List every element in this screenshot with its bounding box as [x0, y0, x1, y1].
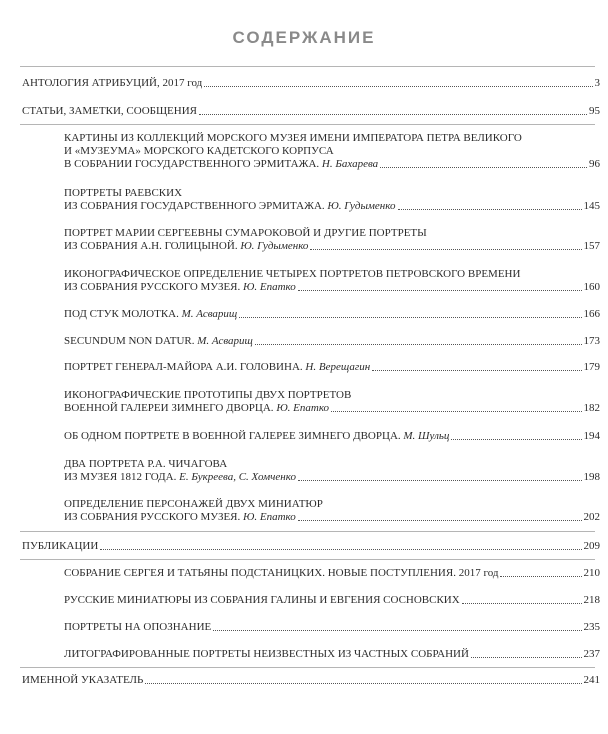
page-number: 95 [589, 105, 600, 117]
entry-author: М. Асварищ [197, 335, 253, 347]
entry-title-line: ИЗ МУЗЕЯ 1812 ГОДА. [64, 471, 177, 483]
page-number: 218 [583, 594, 600, 606]
dot-leader [255, 344, 582, 345]
entry-title-line: ИКОНОГРАФИЧЕСКИЕ ПРОТОТИПЫ ДВУХ ПОРТРЕТОВ [64, 389, 352, 401]
page-number: 173 [583, 335, 600, 347]
entry-author: Ю. Епатко [243, 281, 296, 293]
page-number: 241 [583, 674, 600, 686]
entry-title-line: ИЗ СОБРАНИЯ А.Н. ГОЛИЦЫНОЙ. [64, 240, 238, 252]
divider [20, 531, 595, 532]
page-number: 209 [583, 540, 600, 552]
entry-author: Е. Букреева, С. Хомченко [179, 471, 296, 483]
entry-title-line: SECUNDUM NON DATUR. [64, 335, 195, 347]
page-number: 182 [583, 402, 600, 414]
page-title: СОДЕРЖАНИЕ [232, 28, 376, 47]
entry-title-line: ИМЕННОЙ УКАЗАТЕЛЬ [22, 674, 144, 686]
dot-leader [298, 290, 582, 291]
page-number: 160 [583, 281, 600, 293]
entry-title-line: СОБРАНИЕ СЕРГЕЯ И ТАТЬЯНЫ ПОДСТАНИЦКИХ. НОВЫЕ ПОСТУПЛЕНИЯ. 2017 год [64, 567, 499, 579]
entry-title-line: ПОРТРЕТЫ РАЕВСКИХ [64, 187, 183, 199]
dot-leader [239, 317, 581, 318]
entry-title-line: И «МУЗЕУМА» МОРСКОГО КАДЕТСКОГО КОРПУСА [64, 145, 334, 157]
dot-leader [380, 167, 587, 168]
page-number: 3 [594, 77, 600, 89]
entry-title-line: КАРТИНЫ ИЗ КОЛЛЕКЦИЙ МОРСКОГО МУЗЕЯ ИМЕНИ ИМПЕРАТОРА ПЕТРА ВЕЛИКОГО [64, 132, 522, 144]
entry-author: Ю. Гудыменко [327, 200, 396, 212]
entry-author: М. Шульц [403, 430, 450, 442]
dot-leader [213, 630, 581, 631]
entry-title-line: ИЗ СОБРАНИЯ РУССКОГО МУЗЕЯ. [64, 281, 241, 293]
entry-title-line: ОПРЕДЕЛЕНИЕ ПЕРСОНАЖЕЙ ДВУХ МИНИАТЮР [64, 498, 323, 510]
entry-author: Ю. Епатко [243, 511, 296, 523]
page-number: 194 [583, 430, 600, 442]
entry-title-line: РУССКИЕ МИНИАТЮРЫ ИЗ СОБРАНИЯ ГАЛИНЫ И ЕВГЕНИЯ СОСНОВСКИХ [64, 594, 460, 606]
entry-title-line: ПОРТРЕТЫ НА ОПОЗНАНИЕ [64, 621, 212, 633]
entry-title-line: ОБ ОДНОМ ПОРТРЕТЕ В ВОЕННОЙ ГАЛЕРЕЕ ЗИМНЕГО ДВОРЦА. [64, 430, 401, 442]
page-number: 145 [583, 200, 600, 212]
entry-title-line: ИЗ СОБРАНИЯ РУССКОГО МУЗЕЯ. [64, 511, 241, 523]
page-number: 237 [583, 648, 600, 660]
dot-leader [310, 249, 581, 250]
divider [20, 667, 595, 668]
entry-author: Ю. Гудыменко [240, 240, 309, 252]
entry-author: Н. Верещагин [305, 361, 371, 373]
entry-title-line: ПОРТРЕТ ГЕНЕРАЛ-МАЙОРА А.И. ГОЛОВИНА. [64, 361, 303, 373]
divider [20, 66, 595, 67]
entry-author: Н. Бахарева [321, 158, 379, 170]
entry-title-line: ИЗ СОБРАНИЯ ГОСУДАРСТВЕННОГО ЭРМИТАЖА. [64, 200, 325, 212]
entry-title-line: ПУБЛИКАЦИИ [22, 540, 99, 552]
page-number: 210 [583, 567, 600, 579]
entry-author: Ю. Епатко [276, 402, 330, 414]
dot-leader [462, 603, 582, 604]
dot-leader [199, 114, 587, 115]
dot-leader [145, 683, 581, 684]
dot-leader [398, 209, 582, 210]
entry-title-line: ПОД СТУК МОЛОТКА. [64, 308, 179, 320]
dot-leader [372, 370, 581, 371]
entry-title-line: В СОБРАНИИ ГОСУДАРСТВЕННОГО ЭРМИТАЖА. [64, 158, 320, 170]
dot-leader [298, 480, 582, 481]
dot-leader [471, 657, 582, 658]
entry-title-line: ИКОНОГРАФИЧЕСКОЕ ОПРЕДЕЛЕНИЕ ЧЕТЫРЕХ ПОРТРЕТОВ ПЕТРОВСКОГО ВРЕМЕНИ [64, 268, 521, 280]
page-number: 157 [583, 240, 600, 252]
page-number: 235 [583, 621, 600, 633]
dot-leader [451, 439, 581, 440]
page-number: 202 [583, 511, 600, 523]
dot-leader [500, 576, 581, 577]
dot-leader [204, 86, 592, 87]
entry-title-line: АНТОЛОГИЯ АТРИБУЦИЙ, 2017 год [22, 77, 203, 89]
dot-leader [298, 520, 582, 521]
page-number: 179 [583, 361, 600, 373]
entry-title-line: ДВА ПОРТРЕТА Р.А. ЧИЧАГОВА [64, 458, 228, 470]
dot-leader [100, 549, 581, 550]
entry-title-line: СТАТЬИ, ЗАМЕТКИ, СООБЩЕНИЯ [22, 105, 198, 117]
entry-title-line: ВОЕННОЙ ГАЛЕРЕИ ЗИМНЕГО ДВОРЦА. [64, 402, 274, 414]
entry-author: М. Асварищ [181, 308, 238, 320]
page-number: 198 [583, 471, 600, 483]
divider [20, 559, 595, 560]
page-number: 166 [583, 308, 600, 320]
dot-leader [331, 411, 581, 412]
page-number: 96 [589, 158, 600, 170]
entry-title-line: ЛИТОГРАФИРОВАННЫЕ ПОРТРЕТЫ НЕИЗВЕСТНЫХ ИЗ ЧАСТНЫХ СОБРАНИЙ [64, 648, 469, 660]
divider [20, 124, 595, 125]
entry-title-line: ПОРТРЕТ МАРИИ СЕРГЕЕВНЫ СУМАРОКОВОЙ И ДРУГИЕ ПОРТРЕТЫ [64, 227, 427, 239]
